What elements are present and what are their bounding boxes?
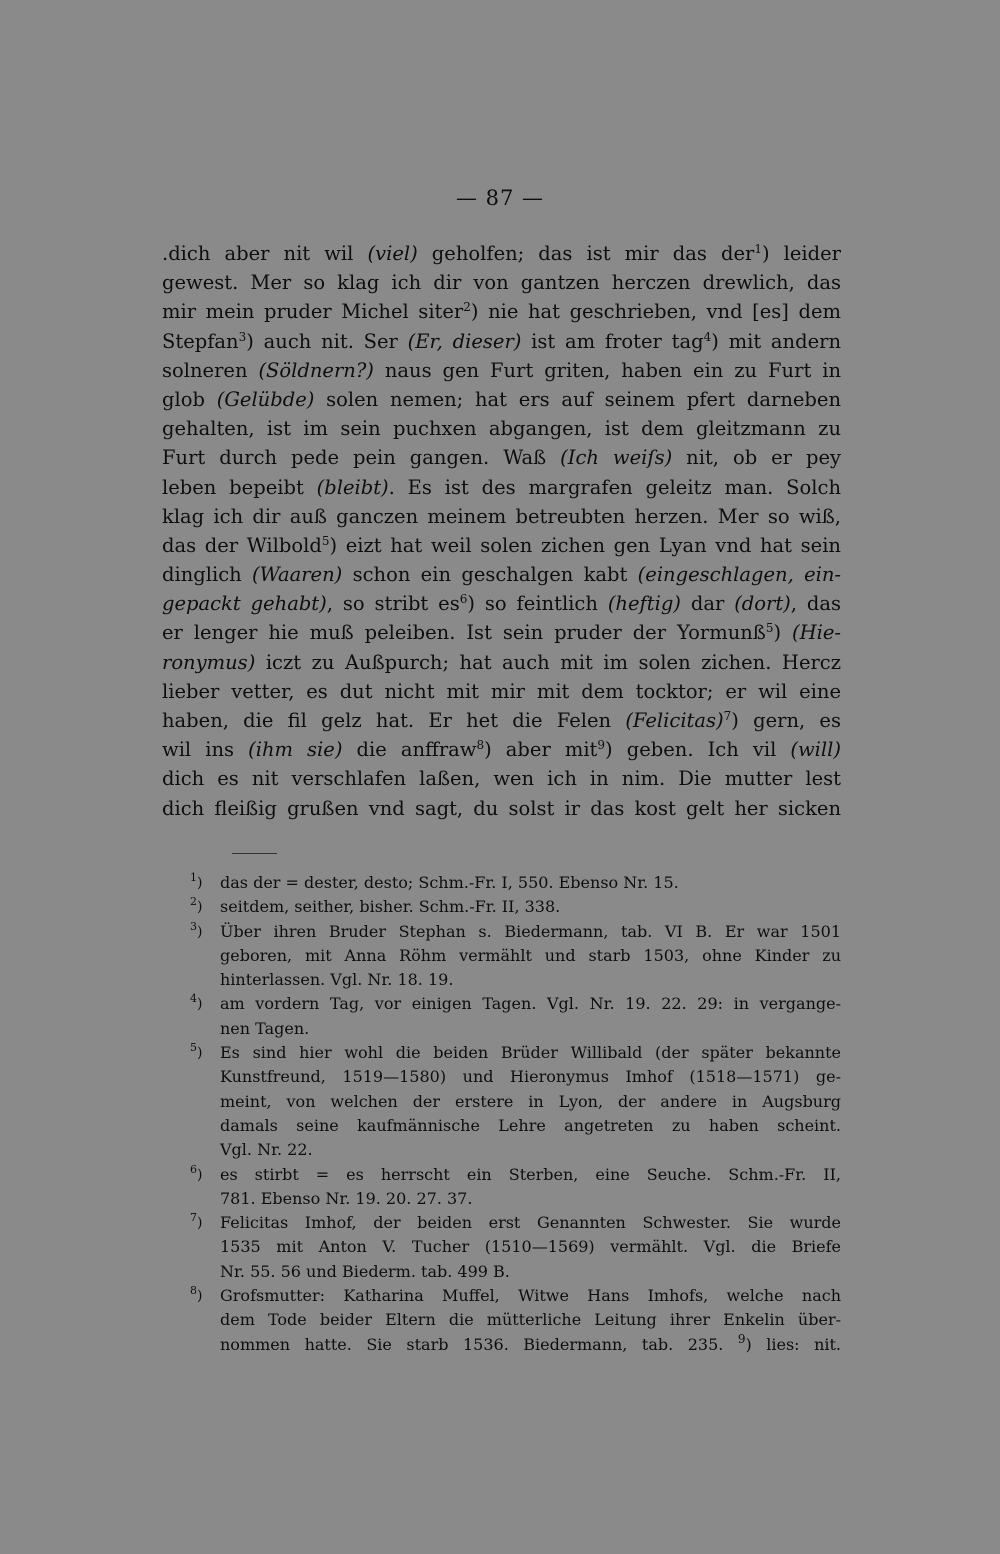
text-line: dinglich (Waaren) schon ein geschalgen kabt (eingeschlagen, ein- [162, 563, 842, 587]
footnote [190, 1163, 841, 1212]
footnote-text: am vordern Tag, vor einigen Tagen. Vgl. Nr. 19. 22. 29: in vergange- [220, 994, 841, 1014]
text-line: gepackt gehabt), so stribt $es^6$) so feintlich (heftig) dar (dort), das [162, 592, 842, 616]
text-line: mir mein pruder Michel siter$^2$) nie hat geschrieben, vnd [es] dem [162, 300, 841, 324]
page-number: — 87 — [455, 186, 545, 210]
footnote-text: Kunstfreund, 1519—1580) und Hieronymus Imhof (1518—1571) ge- [220, 1067, 841, 1087]
text-line: er lenger hie muß peleiben. Ist sein pruder der Yormunß$^5$) (Hie- [162, 621, 841, 645]
footnote-text: seitdem, seither, bisher. Schm.-Fr. II, 338. [220, 897, 561, 917]
text-line: Furt durch pede pein gangen. Waß (Ich weiſs) nit, ob er pey [162, 446, 842, 470]
footnote-text: geboren, mit Anna Röhm vermählt und starb 1503, ohne Kinder zu [220, 945, 841, 965]
footnote-text: nen Tagen. [220, 1018, 310, 1038]
text-line: gewest. Mer so klag ich dir von gantzen herczen drewlich, das [162, 271, 841, 295]
footnote-line [190, 1065, 841, 1089]
footnote-line [190, 992, 841, 1016]
footnote-line [190, 1333, 841, 1357]
footnote-line [190, 1138, 841, 1162]
footnote-text: Es sind hier wohl die beiden Brüder Willibald (der später bekannte [220, 1043, 841, 1063]
footnote-text: Felicitas Imhof, der beiden erst Genannten Schwester. Sie wurde [220, 1213, 841, 1233]
footnote [190, 920, 841, 993]
footnote-line [190, 1041, 841, 1065]
footnote-number: $^4$) [190, 992, 203, 1013]
footnote-line [190, 968, 841, 992]
footnote-text: das der = dester, desto; Schm.-Fr. I, 550. Ebenso Nr. 15. [220, 873, 679, 892]
footnote-line [190, 1211, 841, 1235]
footnote-line [190, 1017, 841, 1041]
footnote-text: Über ihren Bruder Stephan s. Biedermann, tab. VI B. Er war 1501 [220, 921, 841, 941]
text-line: lieber vetter, es dut nicht mit mir mit dem tocktor; er wil eine [162, 679, 841, 703]
footnote-line [190, 1187, 841, 1211]
footnote-separator [232, 853, 277, 854]
footnote-line [190, 895, 841, 919]
text-line: dich fleißig grußen vnd sagt, du solst ir das kost gelt her sicken [162, 796, 841, 820]
footnote-line [190, 1308, 841, 1332]
text-line: Stepfan$^3$) auch nit. Ser (Er, dieser) ist am froter tag$^4$) mit andern [162, 329, 842, 353]
footnote-number: $^3$) [190, 919, 203, 940]
footnote-line [190, 871, 841, 895]
footnote-text: meint, von welchen der erstere in Lyon, der andere in Augsburg [220, 1091, 841, 1111]
footnote-line [190, 944, 841, 968]
footnote-line [190, 1114, 841, 1138]
footnote-number: $^1$) [190, 871, 203, 891]
footnote-text: Vgl. Nr. 22. [220, 1140, 313, 1160]
footnote-text: 1535 mit Anton V. Tucher (1510—1569) vermählt. Vgl. die Briefe [220, 1237, 841, 1257]
footnote-text: es stirbt = es herrscht ein Sterben, eine Seuche. Schm.-Fr. II, [220, 1164, 841, 1184]
footnote-line [190, 1090, 841, 1114]
footnote-text: hinterlassen. Vgl. Nr. 18. 19. [220, 970, 454, 990]
footnote-number: $^8$) [190, 1284, 203, 1305]
footnotes [190, 871, 841, 1357]
footnote-text: Nr. 55. 56 und Biederm. tab. 499 B. [220, 1261, 510, 1281]
footnote-text: damals seine kaufmännische Lehre angetreten zu haben scheint. [220, 1115, 841, 1135]
footnote-line [190, 1260, 841, 1284]
footnote-line [190, 1163, 841, 1187]
footnote-text: 781. Ebenso Nr. 19. 20. 27. 37. [220, 1188, 473, 1208]
letter-text [162, 239, 841, 823]
footnote [190, 871, 841, 895]
footnote-line [190, 1235, 841, 1259]
footnote-number: $^5$) [190, 1041, 203, 1062]
footnote-text: nommen hatte. Sie starb 1536. Biedermann, tab. 235. $^9$) lies: nit. [220, 1331, 842, 1354]
text-line: glob (Gelübde) solen nemen; hat ers auf seinem pfert darneben [162, 387, 842, 411]
text-line: .dich aber nit wil (viel) geholfen; das ist mir das der$^1$) leider [162, 242, 841, 265]
text-line: klag ich dir auß ganczen meinem betreubten herzen. Mer so wiß, [162, 504, 841, 528]
text-line: solneren (Söldnern?) naus gen Furt griten, haben ein zu Furt in [162, 358, 842, 382]
footnote [190, 1284, 841, 1357]
text-line: wil ins (ihm sie) die anffraw$^8$) aber mit$^9$) geben. Ich vil (will) [162, 738, 841, 762]
footnote-text: dem Tode beider Eltern die mütterliche Leitung ihrer Enkelin über- [220, 1310, 841, 1330]
footnote-text: Grofsmutter: Katharina Muffel, Witwe Hans Imhofs, welche nach [220, 1286, 841, 1306]
footnote-number: $^7$) [190, 1211, 203, 1232]
text-line: leben bepeibt (bleibt). Es ist des margrafen geleitz man. Solch [162, 475, 842, 499]
footnote [190, 992, 841, 1041]
text-line: dich es nit verschlafen laßen, wen ich in nim. Die mutter lest [162, 767, 841, 791]
footnote-number: $^6$) [190, 1162, 203, 1183]
footnote [190, 1041, 841, 1162]
footnote-line [190, 1284, 841, 1308]
footnote [190, 1211, 841, 1284]
footnote-line [190, 920, 841, 944]
text-line: haben, die fil gelz hat. Er het die Felen (Felicitas)$^7$) gern, es [162, 709, 841, 732]
text-line: gehalten, ist im sein puchxen abgangen, ist dem gleitzmann zu [162, 417, 841, 441]
text-line: ronymus) iczt zu Außpurch; hat auch mit im solen zichen. Hercz [162, 650, 841, 674]
text-line: das der Wilbold$^5$) eizt hat weil solen zichen gen Lyan vnd hat sein [162, 533, 841, 557]
footnote-number: $^2$) [190, 895, 203, 916]
footnote [190, 895, 841, 919]
